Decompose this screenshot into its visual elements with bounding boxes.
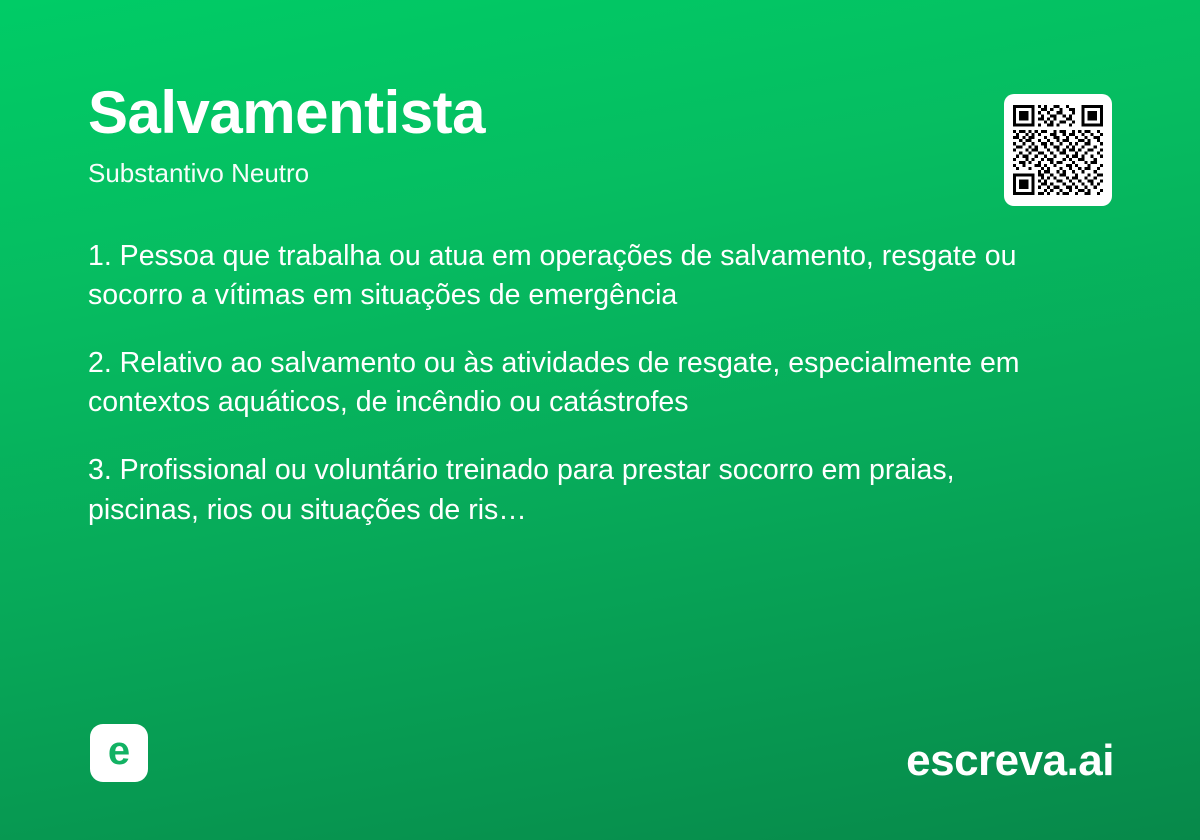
logo-letter: e	[107, 729, 131, 773]
card-content	[88, 80, 1112, 530]
page-title: Salvamentista	[88, 79, 486, 146]
escreva-logo-icon[interactable]	[90, 724, 148, 782]
part-of-speech-label: Substantivo Neutro	[88, 158, 310, 188]
qr-code-icon[interactable]	[1004, 94, 1112, 206]
brand-wordmark: escreva.ai	[906, 736, 1114, 785]
list-item: 1. Pessoa que trabalha ou atua em operações de salvamento, resgate ou socorro a vítimas em situações de emergência	[88, 240, 1017, 312]
definition-list	[88, 237, 1068, 530]
list-item: 3. Profissional ou voluntário treinado para prestar socorro em praias, piscinas, rios ou situações de ris…	[88, 454, 955, 526]
list-item: 2. Relativo ao salvamento ou às atividades de resgate, especialmente em contextos aquáticos, de incêndio ou catástrofes	[88, 347, 1020, 419]
